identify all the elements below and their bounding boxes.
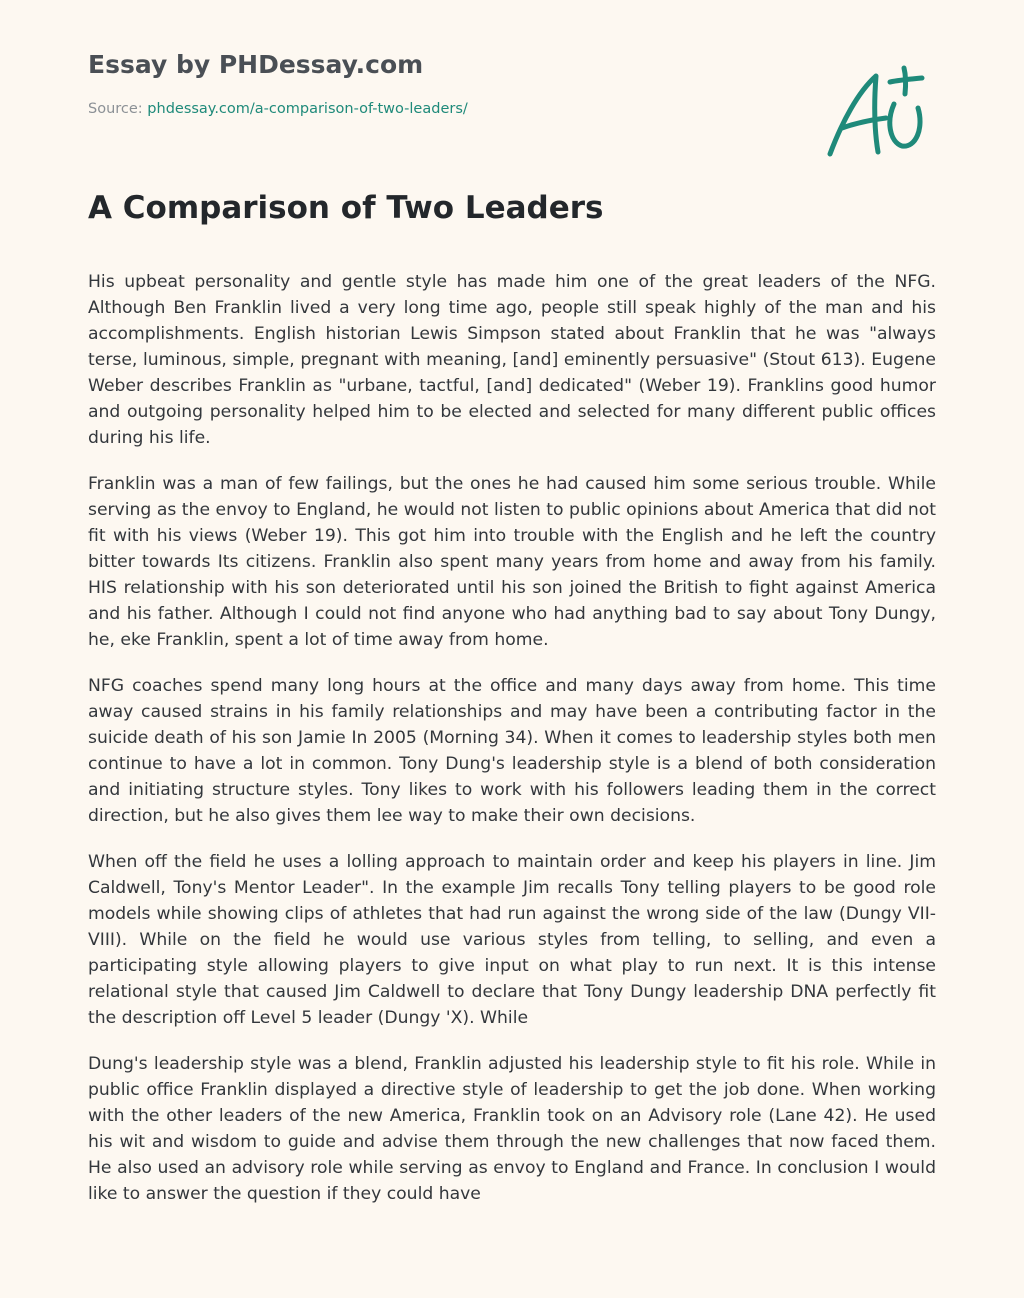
essay-paragraph: Franklin was a man of few failings, but the ones he had caused him some serious trouble. While serving as the envoy to England, he would not listen to public opinions about America that did not fit with his views (Weber 19). This got him into trouble with the English and he left the country bitter towards Its citizens. Franklin also spent many years from home and away from his family. HIS relationship with his son deteriorated until his son joined the British to fight against America and his father. Although I could not find anyone who had anything bad to say about Tony Dungy, he, eke Franklin, spent a lot of time away from home. [88, 474, 936, 650]
essay-paragraph: His upbeat personality and gentle style has made him one of the great leaders of the NFG. Although Ben Franklin lived a very long time ago, people still speak highly of the man and his accomplishments. English historian Lewis Simpson stated about Franklin that he was "always terse, luminous, simple, pregnant with meaning, [and] eminently persuasive" (Stout 613). Eugene Weber describes Franklin as "urbane, tactful, [and] dedicated" (Weber 19). Franklins good humor and outgoing personality helped him to be elected and selected for many different public offices during his life. [88, 272, 936, 448]
source-line [88, 101, 468, 117]
source-label: Source: [88, 101, 143, 117]
source-link[interactable]: phdessay.com/a-comparison-of-two-leaders/ [147, 101, 468, 117]
essay-paragraph: When off the field he uses a lolling approach to maintain order and keep his players in line. Jim Caldwell, Tony's Mentor Leader". In the example Jim recalls Tony telling players to be good role models while showing clips of athletes that had run against the wrong side of the law (Dungy VII-VIII). While on the field he would use various styles from telling, to selling, and even a participating style allowing players to give input on what play to run next. It is this intense relational style that caused Jim Caldwell to declare that Tony Dungy leadership DNA perfectly fit the description off Level 5 leader (Dungy 'X). While [88, 852, 936, 1028]
essay-paragraph: Dung's leadership style was a blend, Franklin adjusted his leadership style to fit his role. While in public office Franklin displayed a directive style of leadership to get the job done. When working with the other leaders of the new America, Franklin took on an Advisory role (Lane 42). He used his wit and wisdom to guide and advise them through the new challenges that now faced them. He also used an advisory role while serving as envoy to England and France. In conclusion I would like to answer the question if they could have [88, 1054, 936, 1204]
page-title: A Comparison of Two Leaders [88, 190, 604, 226]
essay-paragraph: NFG coaches spend many long hours at the office and many days away from home. This time away caused strains in his family relationships and may have been a contributing factor in the suicide death of his son Jamie In 2005 (Morning 34). When it comes to leadership styles both men continue to have a lot in common. Tony Dung's leadership style is a blend of both consideration and initiating structure styles. Tony likes to work with his followers leading them in the correct direction, but he also gives them lee way to make their own decisions. [88, 676, 936, 826]
essay-body [88, 269, 936, 1251]
site-brand: Essay by PHDessay.com [88, 50, 424, 79]
a-plus-grade-icon [820, 62, 930, 162]
